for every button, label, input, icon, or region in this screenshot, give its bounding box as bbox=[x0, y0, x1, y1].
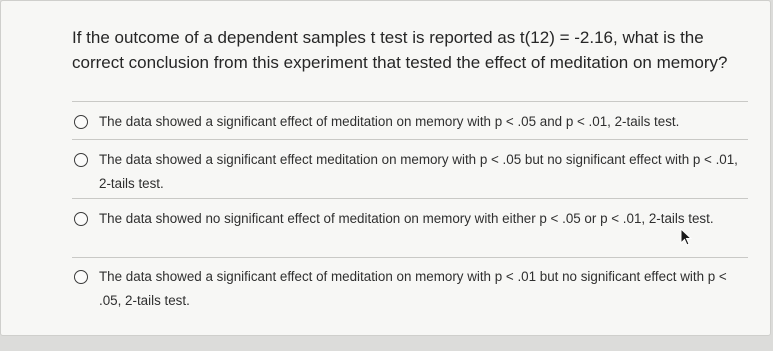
answer-option-2-text: The data showed a signiﬁcant effect meditation on memory with p < .05 but no signiﬁcant effect with p < .01, 2-tails test. bbox=[99, 152, 738, 191]
answer-option-1-text: The data showed a signiﬁcant effect of meditation on memory with p < .05 and p < .01, 2-tails test. bbox=[99, 114, 680, 129]
divider-1 bbox=[72, 139, 748, 140]
page-background-strip bbox=[0, 336, 773, 351]
answer-option-4-text: The data showed a signiﬁcant effect of meditation on memory with p < .01 but no signiﬁcant effect with p < .05, 2-tails test. bbox=[99, 269, 727, 308]
radio-icon[interactable] bbox=[74, 270, 88, 284]
mouse-pointer-icon bbox=[679, 228, 695, 248]
radio-icon[interactable] bbox=[74, 153, 88, 167]
answer-option-4[interactable] bbox=[72, 265, 748, 313]
radio-icon[interactable] bbox=[74, 212, 88, 226]
answer-option-2[interactable] bbox=[72, 148, 748, 196]
question-text: If the outcome of a dependent samples t test is reported as t(12) = -2.16, what is the correct conclusion from this experiment that tested the effect of meditation on memory? bbox=[72, 28, 728, 72]
divider-top bbox=[72, 101, 748, 102]
radio-icon[interactable] bbox=[74, 115, 88, 129]
divider-2 bbox=[72, 198, 748, 199]
answer-option-3-text: The data showed no signiﬁcant effect of meditation on memory with either p < .05 or p < .01, 2-tails test. bbox=[99, 211, 714, 226]
answer-option-3[interactable] bbox=[72, 207, 748, 255]
answer-option-1[interactable] bbox=[72, 110, 748, 135]
divider-3 bbox=[72, 257, 748, 258]
